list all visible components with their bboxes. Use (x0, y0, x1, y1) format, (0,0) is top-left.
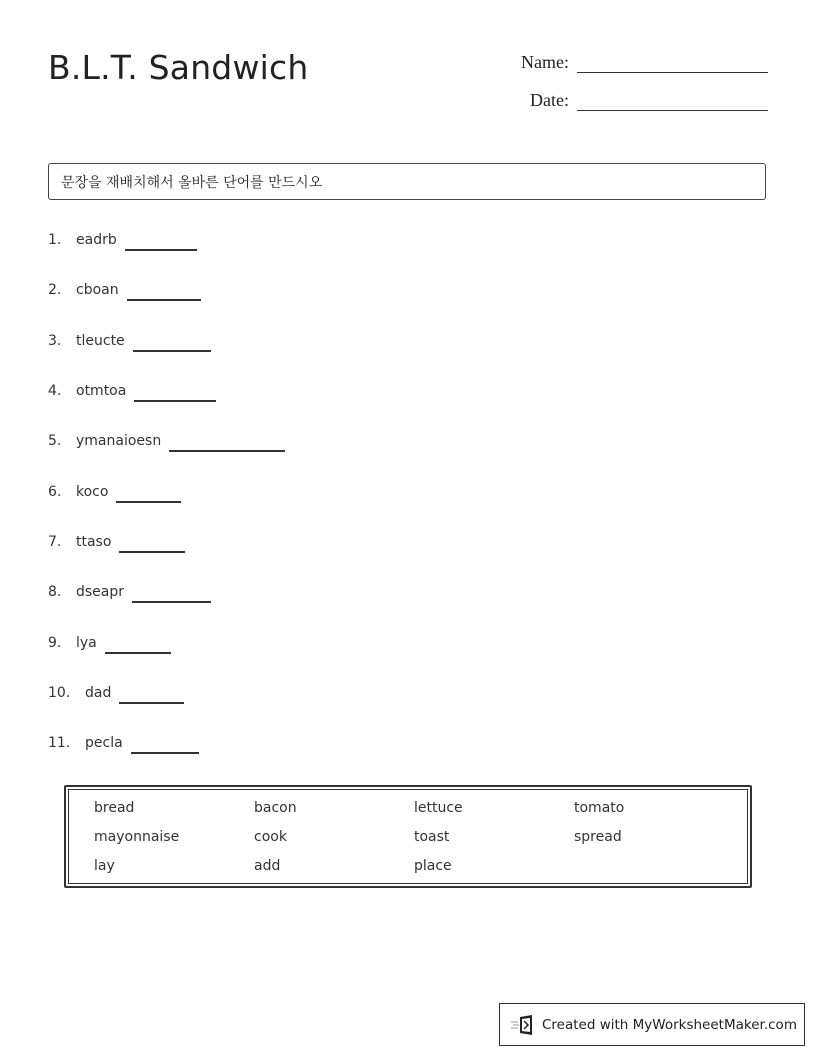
date-label: Date: (530, 90, 569, 110)
question-number: 10. (48, 685, 71, 701)
question-item (48, 433, 285, 449)
answer-blank[interactable] (131, 752, 199, 754)
question-item (48, 333, 211, 349)
question-number: 6. (48, 484, 62, 500)
word-bank-item: mayonnaise (94, 829, 180, 845)
word-bank-item: add (254, 858, 281, 874)
question-number: 11. (48, 735, 71, 751)
credit-text: Created with MyWorksheetMaker.com (542, 1016, 797, 1033)
scrambled-word: dad (85, 685, 112, 701)
worksheet-maker-logo-icon (510, 1014, 536, 1036)
question-item (48, 484, 181, 500)
answer-blank[interactable] (134, 400, 216, 402)
scrambled-word: cboan (76, 282, 119, 298)
instructions-box (48, 163, 766, 200)
question-number: 4. (48, 383, 62, 399)
scrambled-word: otmtoa (76, 383, 127, 399)
date-field (530, 90, 768, 111)
name-blank-line[interactable] (577, 72, 768, 73)
answer-blank[interactable] (105, 652, 171, 654)
answer-blank[interactable] (125, 249, 197, 251)
answer-blank[interactable] (116, 501, 181, 503)
question-item (48, 534, 185, 550)
instructions-text: 문장을 재배치해서 올바른 단어를 만드시오 (61, 174, 323, 191)
scrambled-word: eadrb (76, 232, 117, 248)
question-number: 3. (48, 333, 62, 349)
word-bank-item: spread (574, 829, 622, 845)
word-bank-item: toast (414, 829, 450, 845)
question-number: 1. (48, 232, 62, 248)
word-bank-item: lay (94, 858, 115, 874)
answer-blank[interactable] (119, 702, 184, 704)
scrambled-word: dseapr (76, 584, 125, 600)
word-bank-item: tomato (574, 800, 625, 816)
question-number: 7. (48, 534, 62, 550)
answer-blank[interactable] (132, 601, 211, 603)
word-bank-inner-border (68, 789, 748, 884)
date-blank-line[interactable] (577, 110, 768, 111)
credit-badge[interactable] (499, 1003, 805, 1046)
question-item (48, 685, 184, 701)
question-number: 8. (48, 584, 62, 600)
answer-blank[interactable] (119, 551, 185, 553)
word-bank-item: cook (254, 829, 287, 845)
scrambled-word: ttaso (76, 534, 112, 550)
scrambled-word: ymanaioesn (76, 433, 162, 449)
answer-blank[interactable] (127, 299, 201, 301)
question-item (48, 282, 201, 298)
word-bank-item: place (414, 858, 452, 874)
question-item (48, 383, 216, 399)
word-bank-item: lettuce (414, 800, 463, 816)
word-bank-item: bread (94, 800, 135, 816)
question-item (48, 635, 171, 651)
scrambled-word: tleucte (76, 333, 125, 349)
scrambled-word: lya (76, 635, 97, 651)
name-label: Name: (521, 52, 569, 72)
scrambled-word: pecla (85, 735, 123, 751)
question-number: 5. (48, 433, 62, 449)
answer-blank[interactable] (133, 350, 211, 352)
scrambled-word: koco (76, 484, 109, 500)
question-number: 9. (48, 635, 62, 651)
name-field (521, 52, 768, 73)
question-item (48, 735, 199, 751)
question-item (48, 232, 197, 248)
word-bank (64, 785, 752, 888)
worksheet-title: B.L.T. Sandwich (48, 48, 309, 87)
question-number: 2. (48, 282, 62, 298)
question-item (48, 584, 211, 600)
word-bank-item: bacon (254, 800, 297, 816)
answer-blank[interactable] (169, 450, 285, 452)
